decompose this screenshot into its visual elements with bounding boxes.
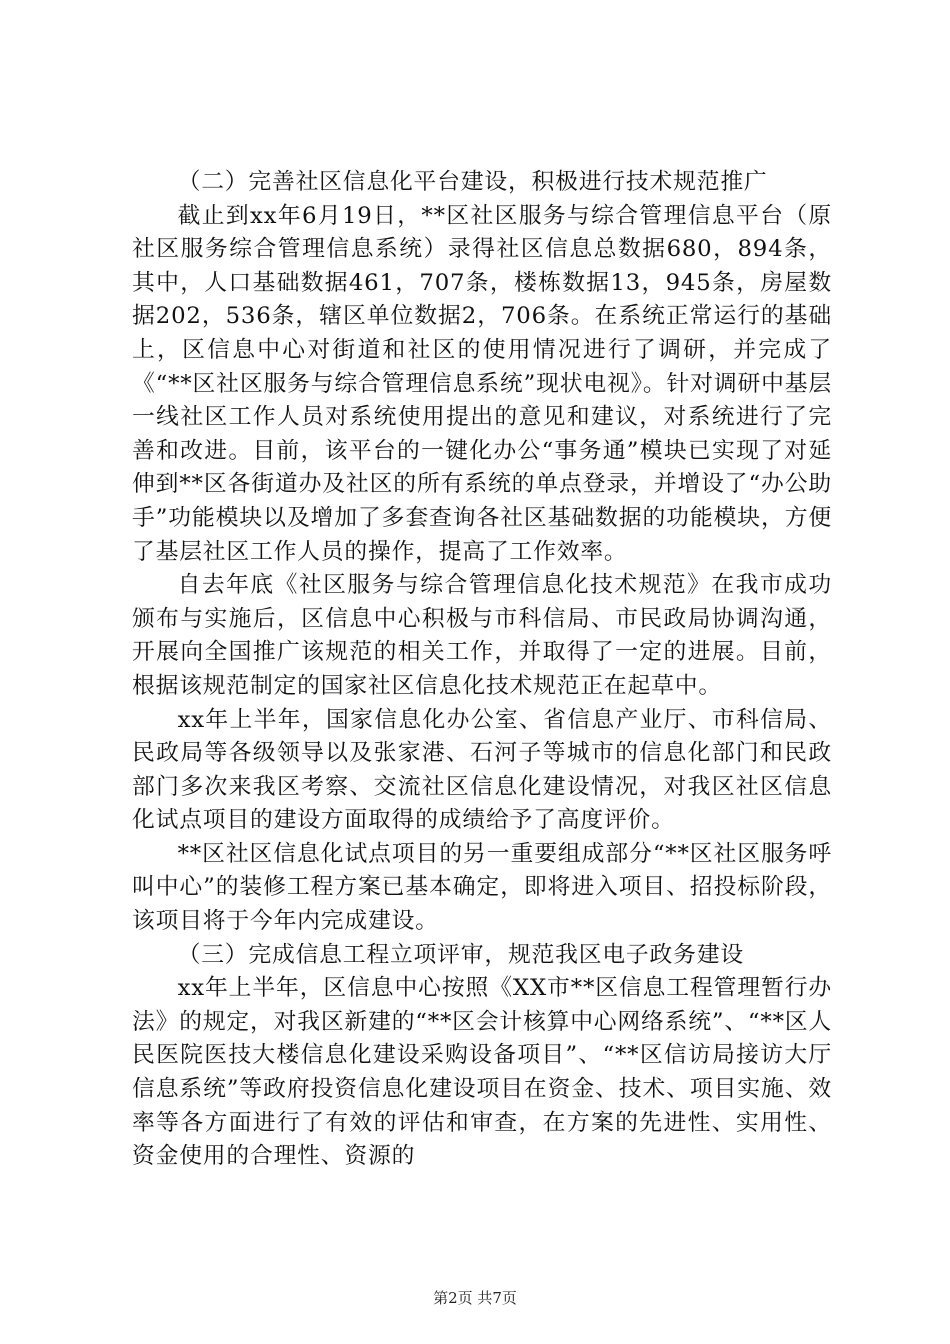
paragraph-project-review: xx年上半年，区信息中心按照《XX市**区信息工程管理暂行办法》的规定，对我区新建的“**区会计核算中心网络系统”、“**区人民医院医技大楼信息化建设采购设备项目”、“**区信访局接访大厅信息系统”等政府投资信息化建设项目在资金、技术、项目实施、效率等各方面进行了有效的评估和审查，在方案的先进性、实用性、资金使用的合理性、资源的: [132, 975, 832, 1170]
section-heading-3: （三）完成信息工程立项评审，规范我区电子政务建设: [177, 941, 744, 968]
paragraph-platform-data: 截止到xx年6月19日，**区社区服务与综合管理信息平台（原社区服务综合管理信息系统）录得社区信息总数据680，894条，其中，人口基础数据461，707条，楼栋数据13，945条，房屋数据202，536条，辖区单位数据2，706条。在系统正常运行的基础上，区信息中心对街道和社区的使用情况进行了调研，并完成了《“**区社区服务与综合管理信息系统”现状电视》。针对调研中基层一线社区工作人员对系统使用提出的意见和建议，对系统进行了完善和改进。目前，该平台的一键化办公“事务通”模块已实现了对延伸到**区各街道办及社区的所有系统的单点登录，并增设了“办公助手”功能模块以及增加了多套查询各社区基础数据的功能模块，方便了基层社区工作人员的操作，提高了工作效率。: [132, 202, 832, 565]
paragraph-call-center: **区社区信息化试点项目的另一重要组成部分“**区社区服务呼叫中心”的装修工程方案已基本确定，即将进入项目、招投标阶段，该项目将于今年内完成建设。: [132, 840, 832, 935]
document-body: [132, 166, 832, 1174]
paragraph-tech-standard: 自去年底《社区服务与综合管理信息化技术规范》在我市成功颁布与实施后，区信息中心积极与市科信局、市民政局协调沟通，开展向全国推广该规范的相关工作，并取得了一定的进展。目前，根据该规范制定的国家社区信息化技术规范正在起草中。: [132, 572, 832, 699]
section-heading-2: （二）完善社区信息化平台建设，积极进行技术规范推广: [177, 169, 768, 195]
page-footer: 第2页 共7页: [433, 1289, 517, 1307]
paragraph-visits: xx年上半年，国家信息化办公室、省信息产业厅、市科信局、民政局等各级领导以及张家港、石河子等城市的信息化部门和民政部门多次来我区考察、交流社区信息化建设情况，对我区社区信息化试点项目的建设方面取得的成绩给予了高度评价。: [132, 706, 832, 834]
